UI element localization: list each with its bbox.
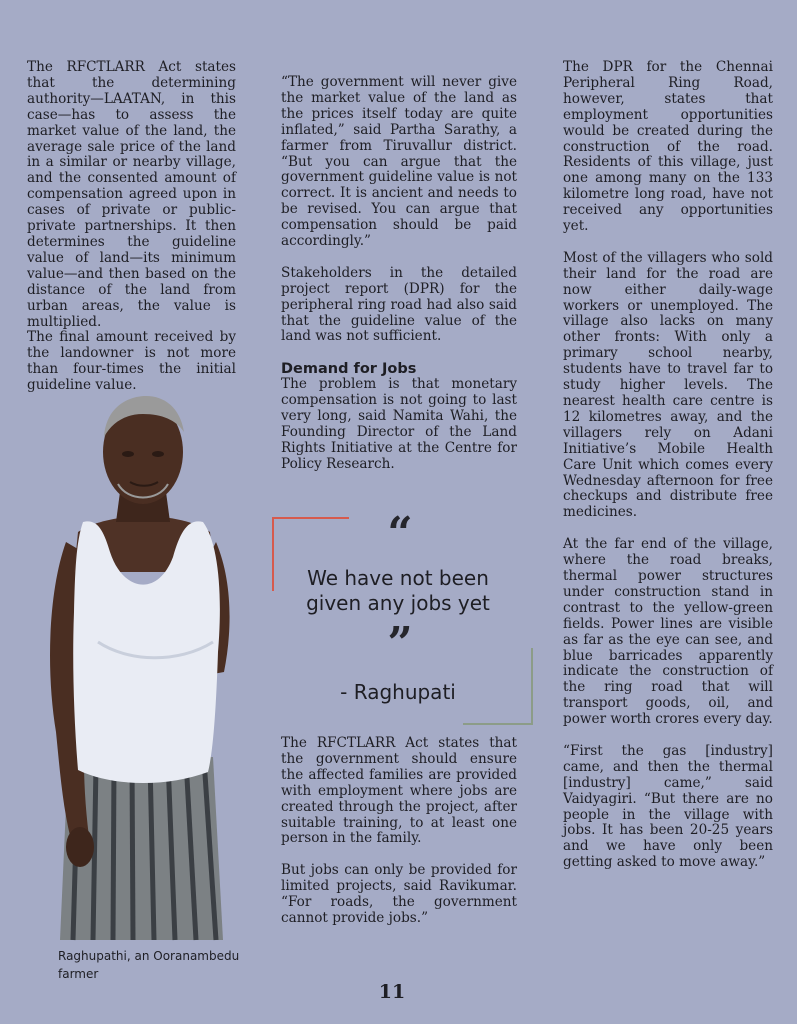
paragraph: “First the gas [industry] came, and then the thermal [industry] came,” said Vaidyagiri. “But there are no people in the village with jobs. It has been 20-25 years and we have only been getting asked to move away.” — [563, 742, 773, 871]
photo-caption: Raghupathi, an Ooranambedu farmer — [58, 949, 240, 981]
paragraph: The final amount received by the landowner is not more than four-times the initial guideline value. — [27, 329, 236, 394]
paragraph: But jobs can only be provided for limited projects, said Ravikumar. “For roads, the government cannot provide jobs.” — [281, 862, 517, 926]
paragraph: The DPR for the Chennai Peripheral Ring Road, however, states that employment opportunities would be created during the construction of the road. Residents of this village, just one among many on the 133 kilometre long road, have not received any opportunities yet. — [563, 59, 773, 235]
pull-quote-text: We have not been given any jobs yet — [306, 566, 490, 615]
paragraph: Stakeholders in the detailed project report (DPR) for the peripheral ring road had also said that the guideline value of the land was not sufficient. — [281, 264, 517, 345]
article-column-2-lower — [281, 736, 517, 927]
paragraph: Most of the villagers who sold their land for the road are now either daily-wage workers or unemployed. The village also lacks on many other fronts: With only a primary school nearby, students have to travel far to study higher levels. The nearest health care centre is 12 kilometres away, and the villagers rely on Adani Initiative’s Mobile Health Care Unit which comes every Wednesday afternoon for free checkups and distribute free medicines. — [563, 249, 773, 521]
article-column-1 — [27, 60, 236, 394]
pull-quote-attribution: - Raghupati — [340, 680, 456, 704]
farmer-photo — [38, 392, 243, 944]
page-number: 11 — [378, 981, 406, 1003]
paragraph: At the far end of the village, where the road breaks, thermal power structures under construction stand in contrast to the yellow-green fields. Power lines are visible as far as the eye can see, and blue barricades apparently indicate the construction of the ring road that will transport goods, oil, and power worth crores every day. — [563, 536, 773, 728]
close-quote-mark: ” — [387, 618, 413, 669]
paragraph: The RFCTLARR Act states that the government should ensure the affected families are provided with employment where jobs are created through the project, after suitable training, to at least one person in the family. — [281, 735, 517, 847]
subheading: Demand for Jobs — [281, 361, 417, 378]
paragraph: The RFCTLARR Act states that the determining authority—LAATAN, in this case—has to assess the market value of the land, the average sale price of the land in a similar or nearby village, and the consented amount of compensation agreed upon in cases of private or public-private partnerships. It then determines the guideline value of land—its minimum value—and then based on the distance of the land from urban areas, the value is multiplied. — [27, 59, 236, 330]
article-column-3 — [563, 60, 773, 871]
open-quote-mark: “ — [387, 508, 413, 559]
paragraph: “The government will never give the market value of the land as the prices itself today are quite inflated,” said Partha Sarathy, a farmer from Tiruvallur district. “But you can argue that the government guideline value is not correct. It is ancient and needs to be revised. You can argue that compensation should be paid accordingly.” — [281, 74, 517, 250]
article-column-2 — [281, 75, 517, 473]
paragraph: The problem is that monetary compensation is not going to last very long, said Namita Wahi, the Founding Director of the Land Rights Initiative at the Centre for Policy Research. — [281, 376, 517, 472]
